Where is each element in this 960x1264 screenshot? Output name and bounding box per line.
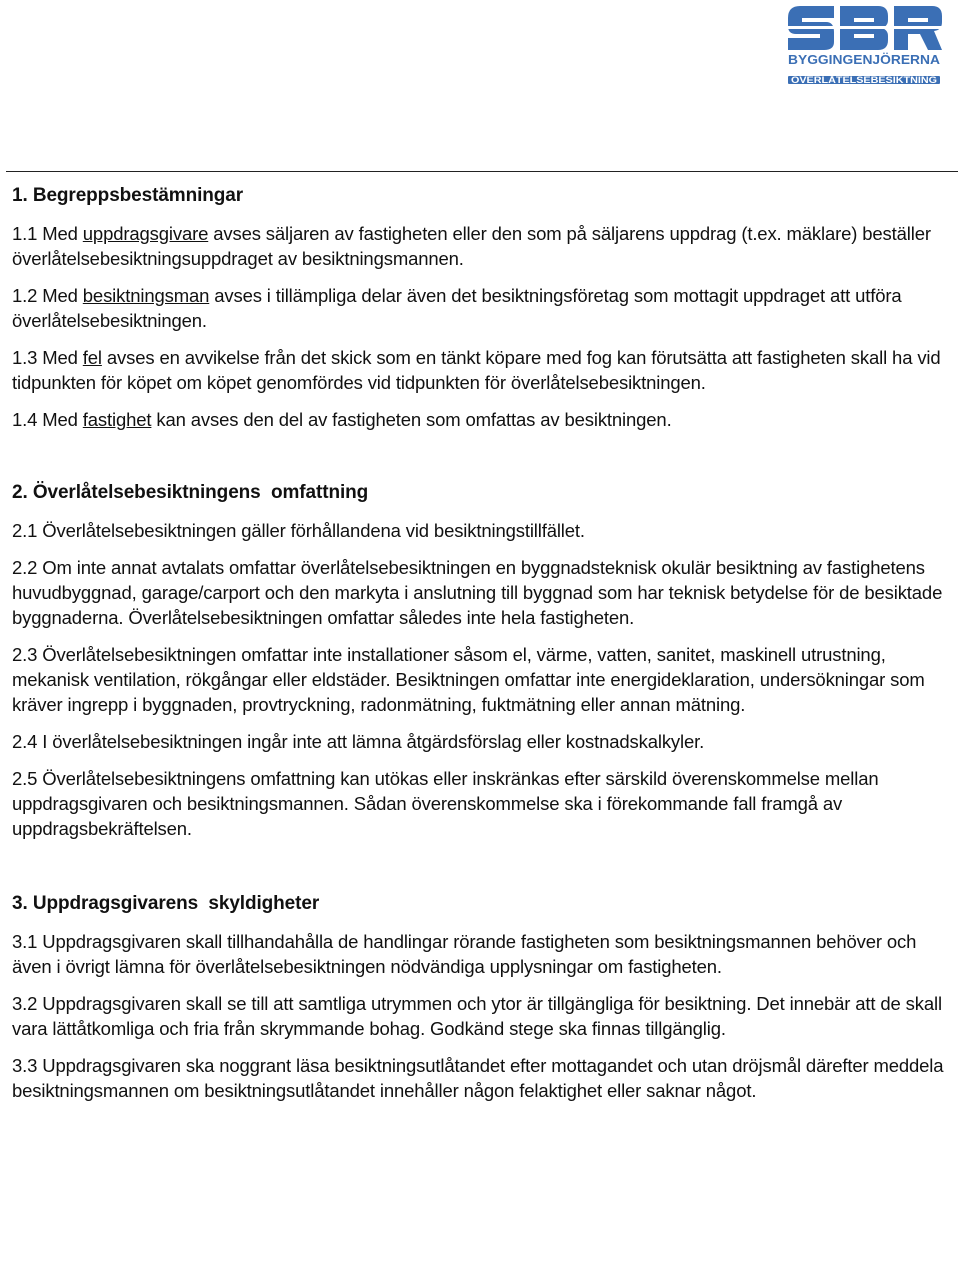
clause-text: avses i tillämpliga delar även det besiktningsföretag som mottagit uppdraget att utföra överlåtelsebesiktningen. (12, 285, 902, 331)
section-spacer (12, 853, 958, 891)
sbr-logo-graphic (786, 4, 942, 84)
clause-3-1: 3.1 Uppdragsgivaren skall tillhandahålla de handlingar rörande fastigheten som besiktningsmannen behöver och även i övrigt lämna för överlåtelsebesiktningen nödvändiga upplysningar om fastigheten. (12, 931, 917, 977)
defined-term: fastighet (82, 409, 152, 430)
clause-number-text: 1.3 Med (12, 347, 83, 368)
section-heading: 2. Överlåtelsebesiktningens omfattning (12, 482, 369, 503)
clause-number-text: 1.2 Med (12, 285, 83, 306)
clause-text: kan avses den del av fastigheten som omfattas av besiktningen. (151, 409, 672, 430)
sbr-logo (786, 4, 942, 84)
document-body (12, 183, 958, 1115)
definition-1-4 (12, 407, 958, 432)
section-heading: 1. Begreppsbestämningar (12, 185, 244, 206)
section-spacer (12, 444, 958, 480)
clause-text: avses en avvikelse från det skick som en tänkt köpare med fog kan förutsätta att fastigheten skall ha vid tidpunkten för köpet om köpet genomfördes vid tidpunkten för överlåtelsebesiktningen. (12, 347, 941, 393)
section-heading: 3. Uppdragsgivarens skyldigheter (12, 893, 320, 914)
section-2 (12, 480, 958, 841)
clause-number-text: 1.1 Med (12, 223, 83, 244)
defined-term: fel (82, 347, 102, 368)
section-3 (12, 891, 958, 1103)
defined-term: uppdragsgivare (82, 223, 209, 244)
defined-term: besiktningsman (82, 285, 210, 306)
logo-line1: BYGGINGENJÖRERNA (788, 53, 926, 67)
clause-2-3: 2.3 Överlåtelsebesiktningen omfattar inte installationer såsom el, värme, vatten, sanitet, maskinell utrustning, mekanisk ventilation, rökgångar eller eldstäder. Besiktningen omfattar inte energideklaration, undersökningar som kräver ingrepp i byggnaden, provtryckning, radonmätning, fuktmätning eller annan mätning. (12, 644, 925, 715)
clause-3-2: 3.2 Uppdragsgivaren skall se till att samtliga utrymmen och ytor är tillgängliga för besiktning. Det innebär att de skall vara lättåtkomliga och fria från skrymmande bohag. Godkänd stege ska finnas tillgänglig. (12, 993, 942, 1039)
clause-number-text: 1.4 Med (12, 409, 83, 430)
section-1 (12, 183, 958, 432)
clause-2-4: 2.4 I överlåtelsebesiktningen ingår inte att lämna åtgärdsförslag eller kostnadskalkyler. (12, 731, 705, 752)
definition-1-3 (12, 345, 958, 395)
clause-2-1: 2.1 Överlåtelsebesiktningen gäller förhållandena vid besiktningstillfället. (12, 520, 585, 541)
definition-1-1 (12, 221, 958, 271)
clause-text: avses säljaren av fastigheten eller den som på säljarens uppdrag (t.ex. mäklare) beställer överlåtelsebesiktningsuppdraget av besiktningsmannen. (12, 223, 931, 269)
clause-2-2: 2.2 Om inte annat avtalats omfattar överlåtelsebesiktningen en byggnadsteknisk okulär besiktning av fastighetens huvudbyggnad, garage/carport och den markyta i anslutning till byggnad som har teknisk betydelse för de besiktade byggnaderna. Överlåtelsebesiktningen omfattar således inte hela fastigheten. (12, 557, 943, 628)
logo-line2: ÖVERLÅTELSEBESIKTNING (791, 75, 937, 84)
definition-1-2 (12, 283, 958, 333)
clause-2-5: 2.5 Överlåtelsebesiktningens omfattning kan utökas eller inskränkas efter särskild överenskommelse mellan uppdragsgivaren och besiktningsmannen. Sådan överenskommelse ska i förekommande fall framgå av uppdragsbekräftelsen. (12, 768, 879, 839)
header-divider (6, 171, 958, 172)
clause-3-3: 3.3 Uppdragsgivaren ska noggrant läsa besiktningsutlåtandet efter mottagandet och utan dröjsmål därefter meddela besiktningsmannen om besiktningsutlåtandet innehåller någon felaktighet eller saknar något. (12, 1055, 944, 1101)
